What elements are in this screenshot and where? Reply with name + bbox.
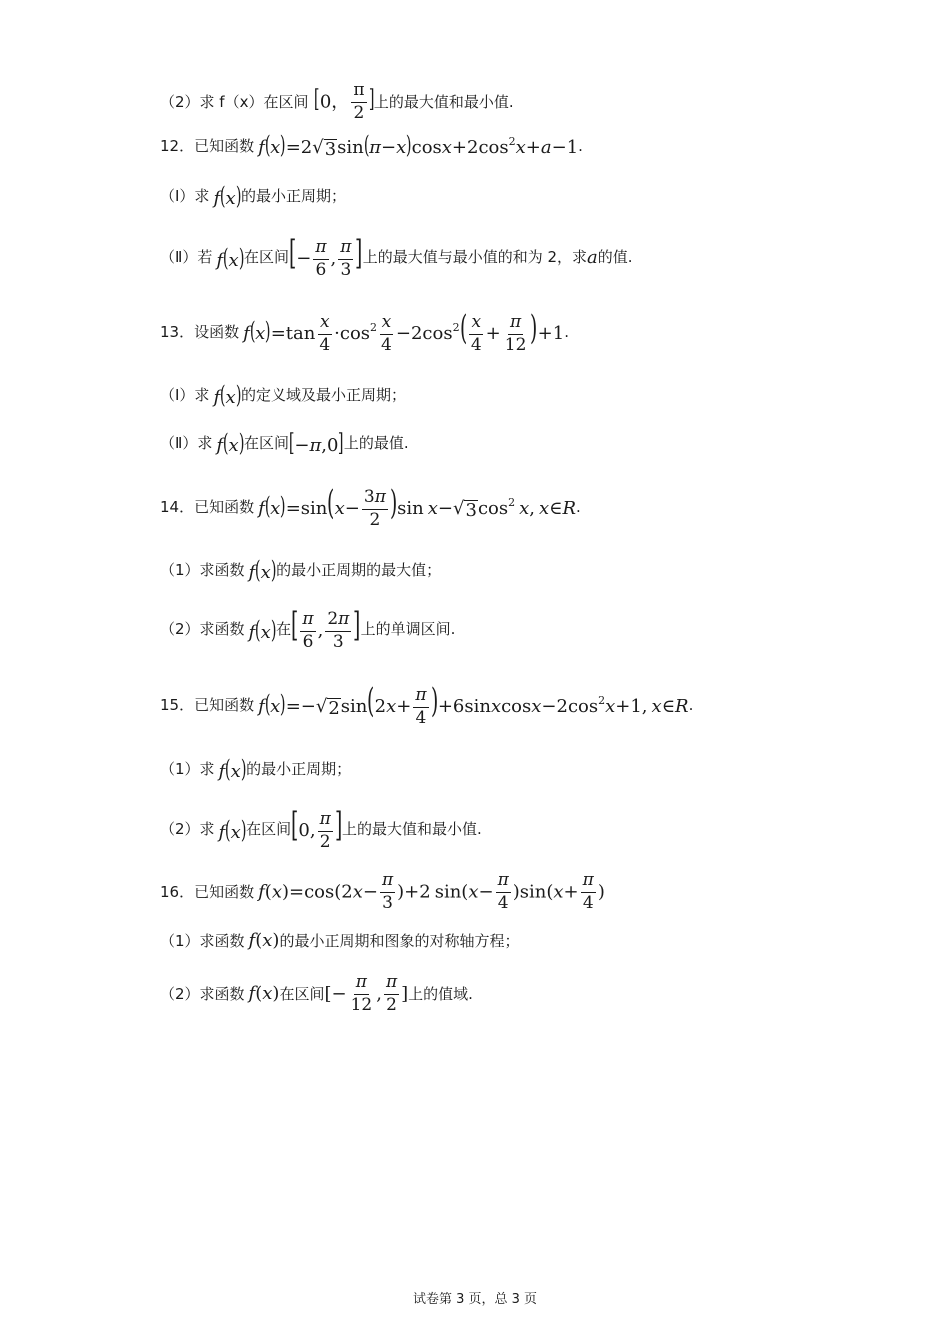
stem-tail: . xyxy=(578,136,583,155)
interval-math: [0， $\frac{\pi}{2}$ ] xyxy=(314,80,374,123)
function-formula: f(x)=sin(x− $\frac{3\pi}{2}$ )sin x− √ 3 $\cos^2 x$, x∈R xyxy=(258,483,577,530)
stem-tail: . xyxy=(688,696,694,715)
problem-number: 12． xyxy=(160,136,195,155)
interval-math: [− $\frac{\pi}{6}$ , $\frac{\pi}{3}$ ] xyxy=(288,233,363,280)
part-mid: 在 xyxy=(276,620,292,639)
part-mid: 在区间 xyxy=(243,248,289,267)
problem-stem: 已知函数 xyxy=(194,696,255,715)
problem-number: 13． xyxy=(160,323,195,342)
problem-16-stem xyxy=(160,872,890,913)
stem-tail: . xyxy=(564,323,569,342)
part-label: （1）求函数 xyxy=(160,931,245,950)
problem-12-stem xyxy=(160,133,890,160)
problem-12-part-1 xyxy=(160,184,890,208)
problem-stem: 已知函数 xyxy=(194,498,255,517)
function-formula: f(x)=cos(2x− $\frac{\pi}{3}$ )+2 sin(x− $\frac{\pi}{4}$ )sin(x+ $\frac{\pi}{4}$ ) xyxy=(258,870,605,913)
function-symbol: f(x) xyxy=(216,243,245,272)
part-label: （2）求函数 xyxy=(160,620,245,639)
part-label: （Ⅱ）若 xyxy=(160,248,213,267)
problem-13-part-1 xyxy=(160,383,890,407)
function-formula: f(x)=− √ 2 sin(2x+ $\frac{\pi}{4}$ )$+6sinxcosx-2\cos^2x+1$, x∈R xyxy=(258,681,689,728)
problem-15-part-1 xyxy=(160,757,890,781)
function-symbol: f(x) xyxy=(248,556,277,584)
function-symbol: f(x) xyxy=(248,615,277,644)
problem-number: 14． xyxy=(160,498,195,517)
function-symbol: f(x) xyxy=(218,815,247,844)
part-mid: 在区间 xyxy=(243,433,289,452)
function-symbol: f(x) xyxy=(218,755,247,783)
part-label: （Ⅱ）求 xyxy=(160,433,213,452)
part-end: 的值. xyxy=(597,248,633,267)
part-tail: 上的最大值和最小值. xyxy=(342,820,482,839)
part-tail: 的最小正周期； xyxy=(241,186,347,205)
function-symbol: f(x) xyxy=(248,983,280,1005)
function-formula: f(x)=tan $\frac{x}{4}$ $\cdot\cos^2$ $\frac{x}{4}$ $-2\cos^2$( $\frac{x}{4}$ + $\frac{\pi}{12}$ )+1 xyxy=(243,308,565,355)
interval-math: [−π,0] xyxy=(288,429,344,457)
part-tail: 上的单调区间. xyxy=(360,620,456,639)
part-label: （1）求 xyxy=(160,759,215,778)
part-tail: 的最小正周期和图象的对称轴方程； xyxy=(279,931,520,950)
problem-11-part-2 xyxy=(160,82,890,123)
problem-stem: 设函数 xyxy=(194,323,240,342)
function-symbol: f(x) xyxy=(213,182,242,210)
interval-math: [− $\frac{\pi}{12}$ , $\frac{\pi}{2}$ ] xyxy=(324,972,409,1015)
part-tail: 上的最值. xyxy=(343,433,409,452)
problem-14-part-2 xyxy=(160,605,890,652)
problem-13-part-2 xyxy=(160,431,890,455)
problem-stem: 已知函数 xyxy=(194,136,255,155)
problem-15-part-2 xyxy=(160,805,890,852)
part-mid: 在区间 xyxy=(246,820,292,839)
part-tail: 上的值域. xyxy=(408,984,473,1003)
part-label: （1）求函数 xyxy=(160,560,245,579)
problem-16-part-1 xyxy=(160,932,890,950)
part-label: （Ⅰ）求 xyxy=(160,385,210,404)
problem-12-part-2 xyxy=(160,233,890,280)
part-tail: 的最小正周期的最大值； xyxy=(276,560,442,579)
function-formula: f(x)=2 √ 3 $\sin(\pi-x)\cos x+2\cos^2x+a-1$ xyxy=(258,131,579,160)
part-label: （2）求 xyxy=(160,820,215,839)
interval-math: [ $\frac{\pi}{6}$ , $\frac{2\pi}{3}$ ] xyxy=(291,605,361,652)
interval-math: [0, $\frac{\pi}{2}$ ] xyxy=(291,805,343,852)
problem-number: 16． xyxy=(160,882,195,901)
part-label: （2）求 f（x）在区间 xyxy=(160,92,309,111)
page-footer: 试卷第 3 页，总 3 页 xyxy=(412,1292,538,1307)
part-tail: 上的最大值与最小值的和为 2，求 xyxy=(362,248,588,267)
part-label: （2）求函数 xyxy=(160,984,245,1003)
problem-stem: 已知函数 xyxy=(194,882,255,901)
part-tail: 上的最大值和最小值. xyxy=(373,92,514,111)
problem-15-stem xyxy=(160,681,890,728)
function-symbol: f(x) xyxy=(213,381,242,409)
problem-number: 15． xyxy=(160,696,195,715)
problem-13-stem xyxy=(160,308,890,355)
problem-14-part-1 xyxy=(160,558,890,582)
part-tail: 的定义域及最小正周期； xyxy=(241,385,407,404)
problem-14-stem xyxy=(160,483,890,530)
function-symbol: f(x) xyxy=(216,429,245,457)
problem-16-part-2 xyxy=(160,974,890,1015)
stem-tail: . xyxy=(576,498,581,517)
part-mid: 在区间 xyxy=(279,984,325,1003)
part-tail: 的最小正周期； xyxy=(246,759,352,778)
part-label: （Ⅰ）求 xyxy=(160,186,210,205)
function-symbol: f(x) xyxy=(248,930,280,951)
variable-a: a xyxy=(587,246,598,268)
